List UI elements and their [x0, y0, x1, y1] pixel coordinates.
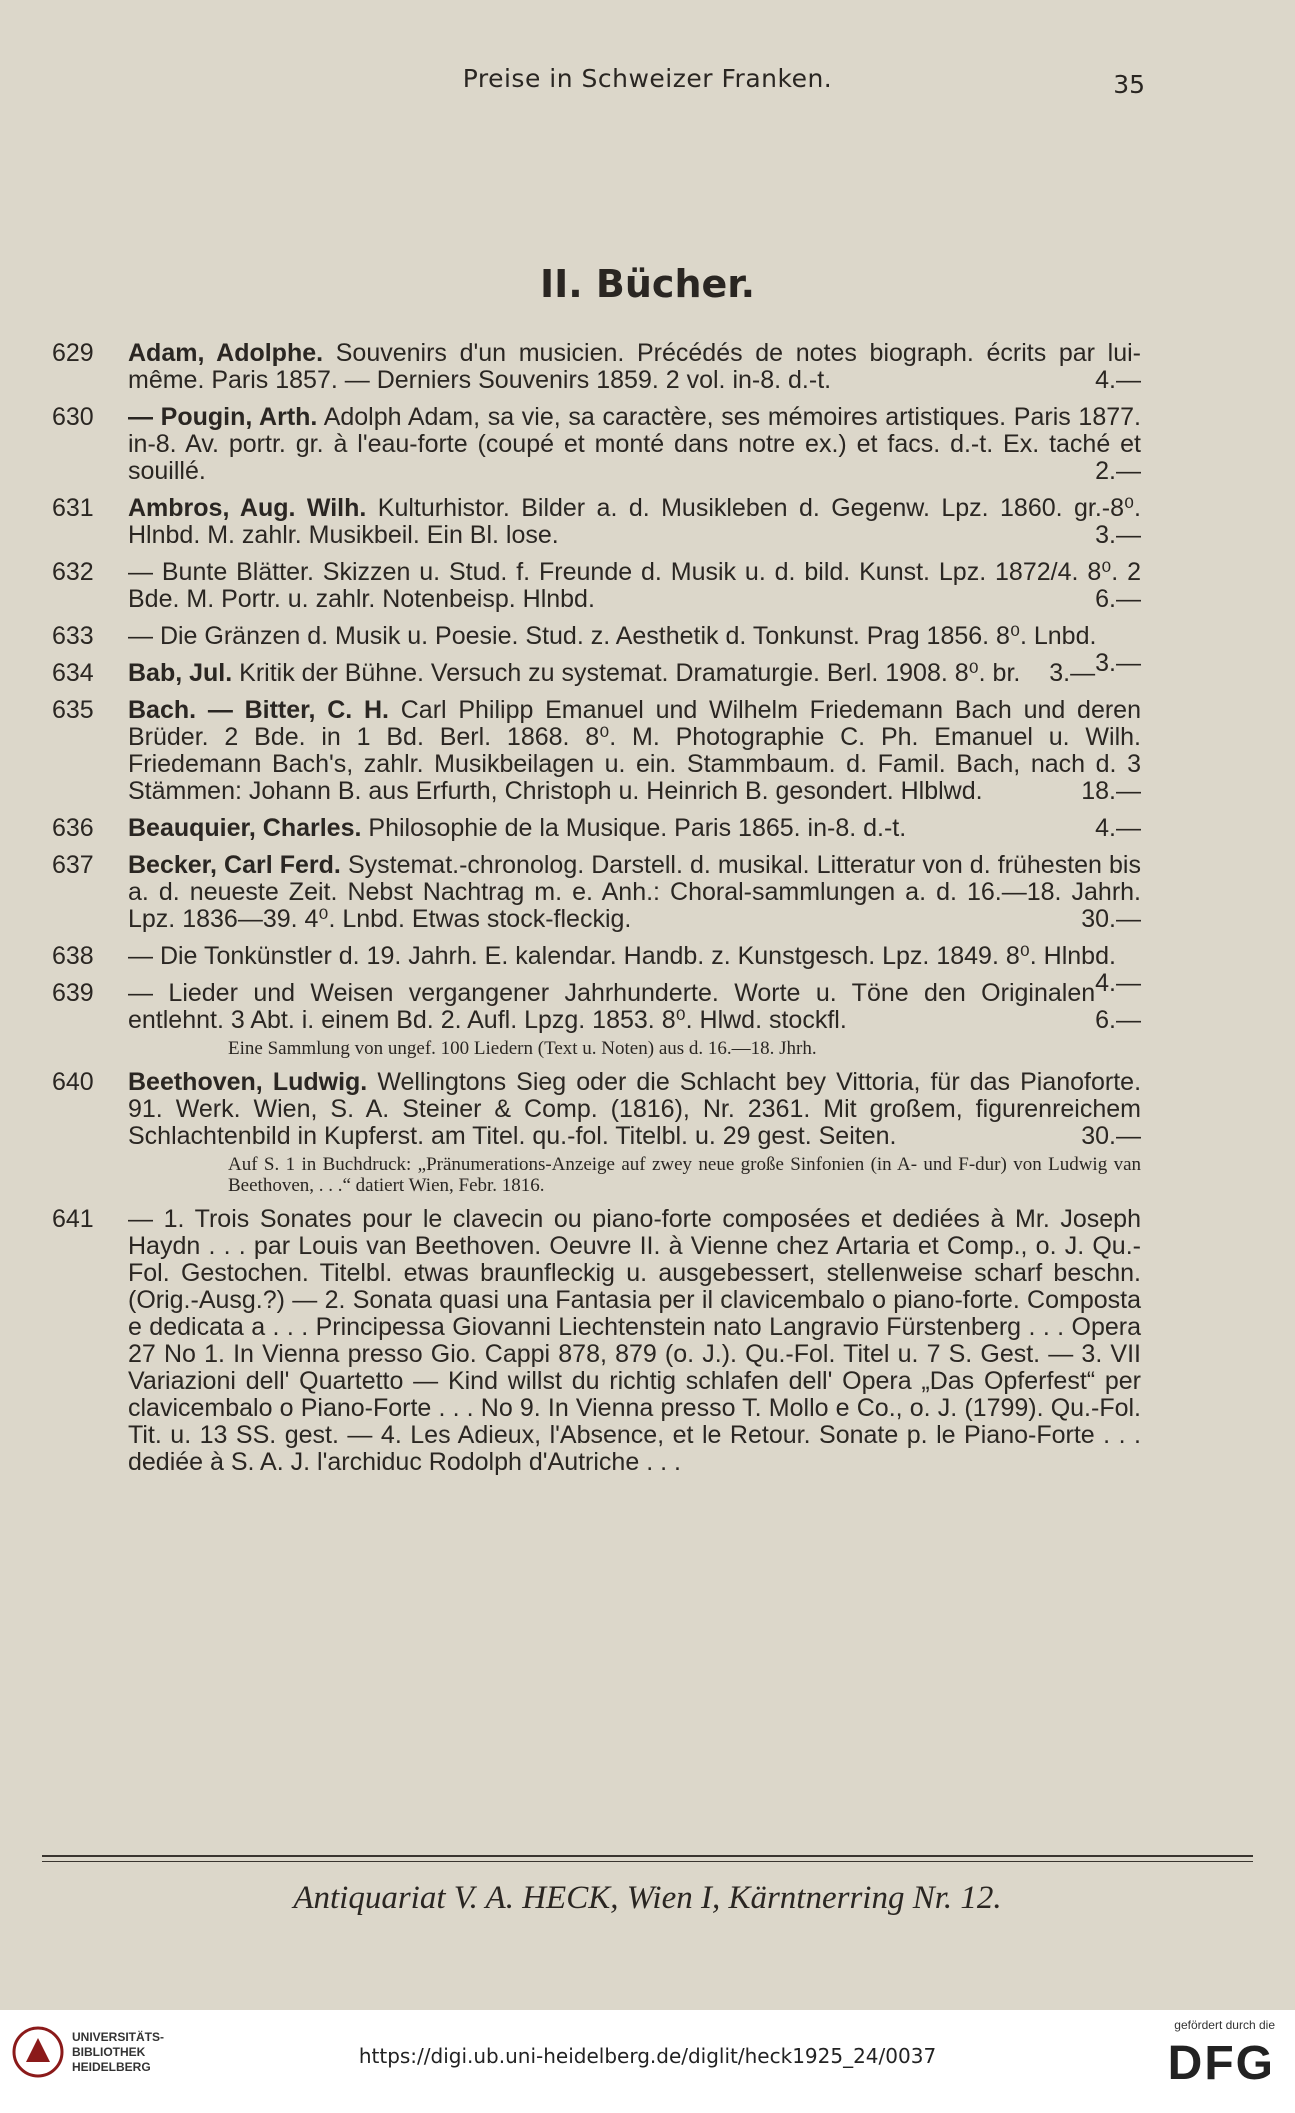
entry-text: Systemat.-chronolog. Darstell. d. musikal. Litteratur von d. frühesten bis a. d. neueste Zeit. Nebst Nachtrag m. e. Anh.: Choral-sammlungen a. d. 16.—18. Jahrh. Lpz. 1836—39. 4⁰. Lnbd. Etwas stock-fleckig.: [128, 851, 1141, 933]
entry-text: Philosophie de la Musique. Paris 1865. in-8. d.-t.: [368, 814, 907, 842]
entry-number: 635: [52, 696, 94, 724]
entry-text: Wellingtons Sieg oder die Schlacht bey Vittoria, für das Pianoforte. 91. Werk. Wien, S. A. Steiner & Comp. (1816), Nr. 2361. Mit großem, figurenreichem Schlachtenbild in Kupferst. am Titel. qu.-fol. Titelbl. u. 29 gest. Seiten.: [128, 1068, 1142, 1150]
footer-rule-thin: [42, 1861, 1253, 1862]
entry-price: 30.—: [1081, 905, 1141, 933]
permalink[interactable]: https://digi.ub.uni-heidelberg.de/diglit/heck1925_24/0037: [358, 2044, 937, 2068]
entry-number: 641: [52, 1205, 94, 1233]
catalog-entry: [0, 559, 1295, 613]
entry-price: 6.—: [1095, 585, 1141, 613]
entry-price: 2.—: [1095, 457, 1141, 485]
entry-body: [128, 942, 1141, 997]
entry-text: Carl Philipp Emanuel und Wilhelm Friedemann Bach und deren Brüder. 2 Bde. in 1 Bd. Berl. 1868. 8⁰. M. Photographie C. Ph. Emanuel u. Wilh. Friedemann Bach's, zahlr. Musikbeilagen u. ein. Stammbaum. d. Famil. Bach, nach d. 3 Stämmen: Johann B. aus Erfurth, Christoph u. Heinrich B. gesondert. Hlblwd.: [128, 696, 1141, 805]
catalog-entry: [0, 660, 1295, 687]
entry-body: [128, 495, 1141, 549]
entry-note: Auf S. 1 in Buchdruck: „Pränumerations-Anzeige auf zwey neue große Sinfonien (in A- und F-dur) von Ludwig van Beethoven, . . .“ datiert Wien, Febr. 1816.: [228, 1154, 1141, 1196]
catalog-entries: [0, 340, 1295, 1486]
entry-price: 18.—: [1081, 777, 1141, 805]
entry-text: Adolph Adam, sa vie, sa caractère, ses mémoires artistiques. Paris 1877. in-8. Av. portr. gr. à l'eau-forte (coupé et monté dans notre ex.) et facs. d.-t. Ex. taché et souillé.: [128, 403, 1141, 485]
entry-text: Kulturhistor. Bilder a. d. Musikleben d. Gegenw. Lpz. 1860. gr.-8⁰. Hlnbd. M. zahlr. Musikbeil. Ein Bl. lose.: [128, 494, 1141, 549]
entry-price: 3.—: [1095, 521, 1141, 549]
publisher-footer: Antiquariat V. A. HECK, Wien I, Kärntnerring Nr. 12.: [293, 1880, 1002, 1916]
entry-price: 3.—: [1049, 659, 1096, 687]
catalog-entry: [0, 404, 1295, 485]
entry-body: [128, 559, 1141, 613]
entry-body: [128, 340, 1141, 394]
catalog-entry: [0, 340, 1295, 394]
section-title: II. Bücher.: [539, 262, 756, 306]
entry-author: Ambros, Aug. Wilh.: [128, 494, 367, 522]
entry-author: Becker, Carl Ferd.: [128, 851, 341, 879]
sponsor-caption: gefördert durch die: [1174, 2018, 1275, 2032]
page-number: 35: [1113, 70, 1145, 99]
entry-body: [128, 815, 1141, 842]
entry-author: Beauquier, Charles.: [128, 814, 362, 842]
entry-number: 629: [52, 339, 94, 367]
catalog-entry: [0, 815, 1295, 842]
entry-body: [128, 1069, 1141, 1150]
entry-number: 631: [52, 494, 94, 522]
entry-price: 6.—: [1095, 1006, 1141, 1034]
entry-author: Bach. — Bitter, C. H.: [128, 696, 389, 724]
entry-body: [128, 697, 1141, 805]
entry-author: Adam, Adolphe.: [128, 339, 324, 367]
catalog-entry: [0, 1069, 1295, 1196]
entry-price: 30.—: [1081, 1122, 1141, 1150]
entry-number: 636: [52, 814, 94, 842]
dfg-logo: DFG: [1167, 2037, 1275, 2090]
institution-name: UNIVERSITÄTS- BIBLIOTHEK HEIDELBERG: [72, 2030, 165, 2074]
footer-rule: [42, 1855, 1253, 1857]
entry-number: 633: [52, 622, 94, 650]
entry-body: [128, 660, 1141, 687]
entry-number: 638: [52, 942, 94, 970]
entry-body: [128, 404, 1141, 485]
entry-number: 634: [52, 659, 94, 687]
entry-author: — Pougin, Arth.: [128, 403, 318, 431]
entry-number: 640: [52, 1068, 94, 1096]
entry-author: Beethoven, Ludwig.: [128, 1068, 368, 1096]
entry-note: Eine Sammlung von ungef. 100 Liedern (Text u. Noten) aus d. 16.—18. Jhrh.: [228, 1038, 817, 1059]
entry-price: 4.—: [1095, 969, 1141, 997]
entry-author: Bab, Jul.: [128, 659, 233, 687]
catalog-entry: [0, 1206, 1295, 1476]
catalog-entry: [0, 852, 1295, 933]
catalog-entry: [0, 980, 1295, 1059]
entry-body: [128, 852, 1141, 933]
entry-text: — Bunte Blätter. Skizzen u. Stud. f. Freunde d. Musik u. d. bild. Kunst. Lpz. 1872/4. 8⁰. 2 Bde. M. Portr. u. zahlr. Notenbeisp. Hlnbd.: [128, 558, 1141, 613]
entry-price: 4.—: [1095, 814, 1141, 842]
entry-text: Souvenirs d'un musicien. Précédés de notes biograph. écrits par lui-même. Paris 1857. — Derniers Souvenirs 1859. 2 vol. in-8. d.-t.: [128, 339, 1141, 394]
entry-number: 639: [52, 979, 94, 1007]
entry-number: 637: [52, 851, 94, 879]
entry-price: 4.—: [1095, 366, 1141, 394]
catalog-entry: [0, 495, 1295, 549]
entry-number: 630: [52, 403, 94, 431]
catalog-entry: [0, 697, 1295, 805]
entry-text: — Lieder und Weisen vergangener Jahrhunderte. Worte u. Töne den Originalen entlehnt. 3 Abt. i. einem Bd. 2. Aufl. Lpzg. 1853. 8⁰. Hlwd. stockfl.: [128, 979, 1096, 1034]
entry-text: — Die Tonkünstler d. 19. Jahrh. E. kalendar. Handb. z. Kunstgesch. Lpz. 1849. 8⁰. Hlnbd.: [128, 942, 1116, 970]
entry-text: — Die Gränzen d. Musik u. Poesie. Stud. z. Aesthetik d. Tonkunst. Prag 1856. 8⁰. Lnbd.: [128, 622, 1097, 650]
entry-text: Kritik der Bühne. Versuch zu systemat. Dramaturgie. Berl. 1908. 8⁰. br.: [239, 659, 1021, 687]
running-header: Preise in Schweizer Franken.: [462, 64, 833, 93]
entry-number: 632: [52, 558, 94, 586]
entry-body: [128, 1206, 1141, 1476]
entry-text: — 1. Trois Sonates pour le clavecin ou piano-forte composées et dediées à Mr. Joseph Haydn . . . par Louis van Beethoven. Oeuvre II. à Vienne chez Artaria et Comp., o. J. Qu.-Fol. Gestochen. Titelbl. etwas braunfleckig u. ausgebessert, stellenweise scharf beschn. (Orig.-Ausg.?) — 2. Sonata quasi una Fantasia per il clavicembalo o piano-forte. Composta e dedicata a . . . Principessa Giovanni Liechtenstein nato Langravio Fürstenberg . . . Opera 27 No 1. In Vienna presso Gio. Cappi 878, 879 (o. J.). Qu.-Fol. Titel u. 7 S. Gest. — 3. VII Variazioni dell' Quartetto — Kind willst du richtig schlafen dell' Opera „Das Opferfest“ per clavicembalo o Piano-Forte . . . No 9. In Vienna presso T. Mollo e Co., o. J. (1799). Qu.-Fol. Tit. u. 13 SS. gest. — 4. Les Adieux, l'Absence, et le Retour. Sonate p. le Piano-Forte . . . dediée à S. A. J. l'archiduc Rodolph d'Autriche . . .: [128, 1205, 1141, 1476]
entry-price: 3.—: [1095, 649, 1141, 677]
entry-body: [128, 980, 1141, 1034]
